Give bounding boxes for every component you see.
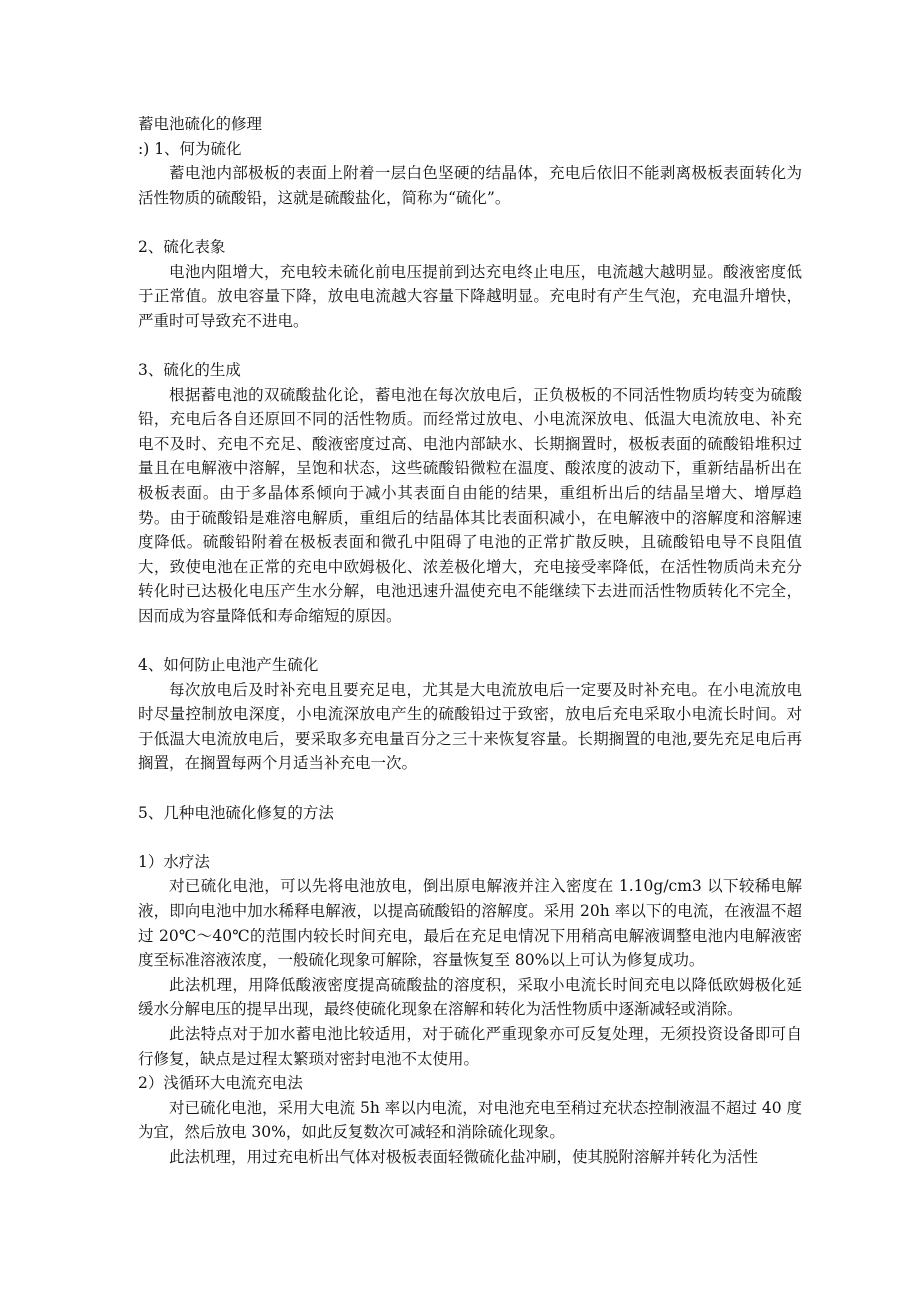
method-2-paragraph-2: 此法机理，用过充电析出气体对极板表面轻微硫化盐冲刷，使其脱附溶解并转化为活性 bbox=[169, 1147, 759, 1166]
method-1-paragraph-3: 此法特点对于加水蓄电池比较适用，对于硫化严重现象亦可反复处理，无须投资设备即可自行修复，缺点是过程太繁琐对密封电池不太使用。 bbox=[138, 1024, 802, 1068]
section-5-heading: 5、几种电池硫化修复的方法 bbox=[138, 803, 334, 822]
document-title: 蓄电池硫化的修理 bbox=[138, 115, 263, 133]
section-3-paragraph: 根据蓄电池的双硫酸盐化论，蓄电池在每次放电后，正负极板的不同活性物质均转变为硫酸铅，充电后各自还原回不同的活性物质。而经常过放电、小电流深放电、低温大电流放电、补充电不及时、充电不充足、酸液密度过高、电池内部缺水、长期搁置时，极板表面的硫酸铅堆积过量且在电解液中溶解，呈饱和状态，这些硫酸铅微粒在温度、酸浓度的波动下，重新结晶析出在极板表面。由于多晶体系倾向于减小其表面自由能的结果，重组析出后的结晶呈增大、增厚趋势。由于硫酸铅是难溶电解质，重组后的结晶体其比表面积减小，在电解液中的溶解度和溶解速度降低。硫酸铅附着在极板表面和微孔中阻碍了电池的正常扩散反映，且硫酸铅电导不良阻值大，致使电池在正常的充电中欧姆极化、浓差极化增大，充电接受率降低，在活性物质尚未充分转化时已达极化电压产生水分解，电池迅速升温使充电不能继续下去进而活性物质转化不完全，因而成为容量降低和寿命缩短的原因。 bbox=[138, 385, 802, 625]
section-1-heading: :) 1、何为硫化 bbox=[138, 139, 242, 158]
section-2-heading: 2、硫化表象 bbox=[138, 237, 226, 256]
blank-line bbox=[138, 776, 802, 801]
document-page bbox=[138, 112, 802, 1170]
section-2-paragraph: 电池内阻增大，充电较未硫化前电压提前到达充电终止电压，电流越大越明显。酸液密度低于正常值。放电容量下降，放电电流越大容量下降越明显。充电时有产生气泡，充电温升增快，严重时可导致充不进电。 bbox=[138, 262, 802, 330]
blank-line bbox=[138, 333, 802, 358]
method-1-paragraph-1: 对已硫化电池，可以先将电池放电，倒出原电解液并注入密度在 1.10g/cm3 以下较稀电解液，即向电池中加水稀释电解液，以提高硫酸铅的溶解度。采用 20h 率以下的电流，在液温不超过 20℃～40℃的范围内较长时间充电，最后在充足电情况下用稍高电解液调整电池内电解液密度至标准溶液浓度，一般硫化现象可解除，容量恢复至 80%以上可认为修复成功。 bbox=[138, 877, 802, 970]
section-4-heading: 4、如何防止电池产生硫化 bbox=[138, 656, 319, 675]
section-4-paragraph: 每次放电后及时补充电且要充足电，尤其是大电流放电后一定要及时补充电。在小电流放电时尽量控制放电深度，小电流深放电产生的硫酸铅过于致密，放电后充电采取小电流长时间。对于低温大电流放电后，要采取多充电量百分之三十来恢复容量。长期搁置的电池,要先充足电后再搁置，在搁置每两个月适当补充电一次。 bbox=[138, 680, 802, 773]
method-2-paragraph-1: 对已硫化电池，采用大电流 5h 率以内电流，对电池充电至稍过充状态控制液温不超过 40 度为宜，然后放电 30%，如此反复数次可减轻和消除硫化现象。 bbox=[138, 1098, 802, 1142]
method-1-heading: 1）水疗法 bbox=[138, 852, 210, 871]
blank-line bbox=[138, 825, 802, 850]
method-1-paragraph-2: 此法机理，用降低酸液密度提高硫酸盐的溶度积，采取小电流长时间充电以降低欧姆极化延缓水分解电压的提早出现，最终使硫化现象在溶解和转化为活性物质中逐渐减轻或消除。 bbox=[138, 975, 802, 1019]
section-3-heading: 3、硫化的生成 bbox=[138, 360, 241, 379]
section-1-paragraph: 蓄电池内部极板的表面上附着一层白色坚硬的结晶体，充电后依旧不能剥离极板表面转化为活性物质的硫酸铅，这就是硫酸盐化，简称为“硫化”。 bbox=[138, 164, 802, 207]
method-2-heading: 2）浅循环大电流充电法 bbox=[138, 1074, 303, 1093]
blank-line bbox=[138, 628, 802, 653]
blank-line bbox=[138, 210, 802, 235]
